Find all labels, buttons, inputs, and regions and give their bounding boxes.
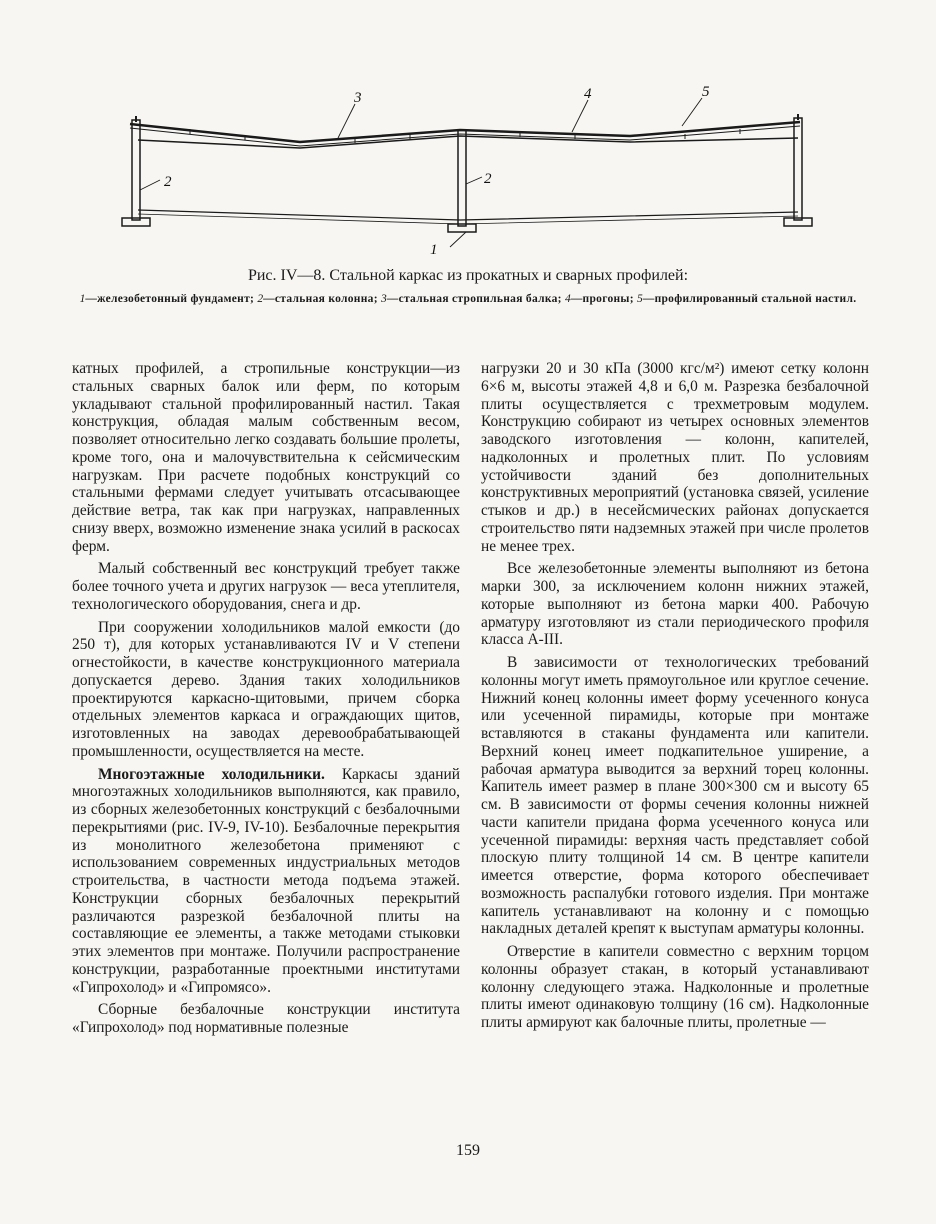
section-heading: Многоэтажные холодильники. bbox=[98, 765, 325, 783]
legend-item: 5—профилированный стальной настил. bbox=[637, 293, 857, 305]
figure-caption-title: Рис. IV—8. Стальной каркас из прокатных и сварных профилей: bbox=[247, 267, 689, 284]
callout-3: 3 bbox=[354, 90, 362, 106]
paragraph: нагрузки 20 и 30 кПа (3000 кгс/м²) имеют сетку колонн 6×6 м, высоты этажей 4,8 и 6,0 м. Разрезка безбалочной плиты осуществляется с трехметровым модулем. Конструкцию собирают из четырех основных элементов заводского изготовления — колонн, капителей, надколонных и пролетных плит. По условиям устойчивости зданий без дополнительных конструктивных мероприятий (установка связей, усиление стыков и др.) в несейсмических районах допускается строительство пяти надземных этажей при числе пролетов не менее трех. bbox=[481, 360, 869, 555]
paragraph: Малый собственный вес конструкций требует также более точного учета и других нагрузок — веса утеплителя, технологического оборудования, снега и др. bbox=[72, 560, 460, 613]
paragraph: В зависимости от технологических требований колонны могут иметь прямоугольное или круглое сечение. Нижний конец колонны имеет форму усеченного конуса или усеченной пирамиды, которые при монтаже вставляются в стаканы фундамента или капители. Верхний конец имеет подкапительное уширение, а рабочая арматура выводится за верхний торец колонны. Капитель имеет размер в плане 300×300 см и высоту 65 см. В зависимости от формы сечения колонны нижней части капители придана форма усеченного конуса или усеченной пирамиды: верхняя часть представляет собой плоскую плиту толщиной 14 см. В центре капители имеется отверстие, форма которого обеспечивает возможность распалубки готового изделия. При монтаже капитель устанавливают на колонну и с помощью накладных деталей крепят к выступам арматуры колонны. bbox=[481, 654, 869, 938]
paragraph: При сооружении холодильников малой емкости (до 250 т), для которых устанавливаются IV и V степени огнестойкости, в качестве конструкционного материала допускается дерево. Здания таких холодильников проектируются каркасно-щитовыми, причем сборка отдельных элементов каркаса и ограждающих щитов, изготовленных на заводах деревообрабатывающей промышленности, осуществляется на месте. bbox=[72, 618, 460, 760]
right-column bbox=[481, 360, 869, 1032]
legend-item: 1—железобетонный фундамент; bbox=[79, 293, 258, 305]
figure-caption-legend bbox=[64, 292, 872, 307]
callout-1: 1 bbox=[430, 242, 438, 258]
legend-item: 3—стальная стропильная балка; bbox=[381, 293, 565, 305]
steel-frame-drawing bbox=[110, 82, 830, 267]
paragraph: Отверстие в капители совместно с верхним торцом колонны образует стакан, в который устанавливают колонну следующего этажа. Надколонные и пролетные плиты имеют одинаковую толщину (16 см). Надколонные плиты армируют как балочные плиты, пролетные — bbox=[481, 943, 869, 1031]
callout-4: 4 bbox=[584, 86, 592, 102]
paragraph: катных профилей, а стропильные конструкции—из стальных сварных балок или ферм, по которым укладывают стальной профилированный настил. Такая конструкция, обладая малым собственным весом, позволяет относительно легко создавать большие пролеты, кроме того, она и малочувствительна к сейсмическим нагрузкам. При расчете подобных конструкций со стальными фермами следует учитывать отсасывающее действие ветра, так как при нагрузках, направленных снизу вверх, возможно изменение знака усилий в раскосах ферм. bbox=[72, 360, 460, 555]
legend-item: 4—прогоны; bbox=[564, 293, 638, 305]
callout-5: 5 bbox=[702, 84, 710, 100]
paragraph: Многоэтажные холодильники. Каркасы зданий многоэтажных холодильников выполняются, как правило, из сборных железобетонных конструкций с безбалочными перекрытиями (рис. IV-9, IV-10). Безбалочные перекрытия из монолитного железобетона применяют с использованием современных индустриальных методов строительства, в частности метода подъема этажей. Конструкции сборных безбалочных перекрытий различаются разрезкой безбалочной плиты на составляющие ее элементы, а также методами стыковки этих элементов при монтаже. Получили распространение конструкции, разработанные проектными институтами «Гипрохолод» и «Гипромясо». bbox=[72, 765, 460, 996]
callout-2-middle: 2 bbox=[484, 171, 492, 187]
left-column bbox=[72, 360, 460, 1037]
paragraph: Сборные безбалочные конструкции института «Гипрохолод» под нормативные полезные bbox=[72, 1001, 460, 1036]
legend-item: 2—стальная колонна; bbox=[257, 293, 382, 305]
paragraph: Все железобетонные элементы выполняют из бетона марки 300, за исключением колонн нижних этажей, которые выполняют из бетона марки 400. Рабочую арматуру изготовляют из стали периодического профиля класса А-III. bbox=[481, 560, 869, 649]
page-number: 159 bbox=[456, 1142, 480, 1159]
callout-2-left: 2 bbox=[164, 174, 172, 190]
